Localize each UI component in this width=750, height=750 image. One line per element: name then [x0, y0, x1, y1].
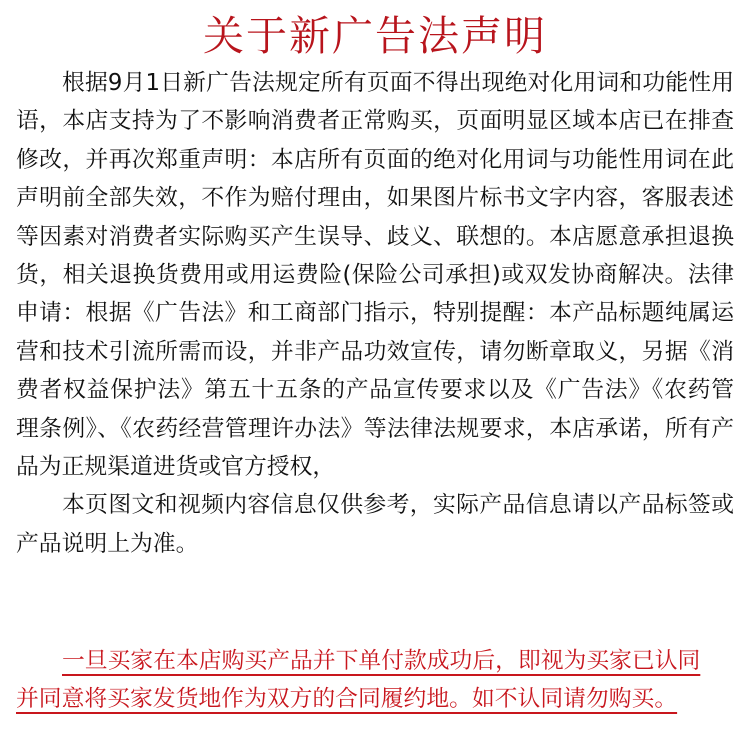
page-title: 关于新广告法声明 — [203, 12, 547, 60]
statement-body — [16, 64, 734, 563]
notice-line-2: 并同意将买家发货地作为双方的合同履约地。如不认同请勿购买。 — [16, 686, 678, 713]
statement-paragraph-main: 根据9月1日新广告法规定所有页面不得出现绝对化用词和功能性用语，本店支持为了不影响消费者正常购买，页面明显区域本店已在排查修改，并再次郑重声明：本店所有页面的绝对化用词与功能性用词在此声明前全部失效，不作为赔付理由，如果图片标书文字内容，客服表述等因素对消费者实际购买产生误导、歧义、联想的。本店愿意承担退换货，相关退换货费用或用运费险(保险公司承担)或双发协商解决。法律申请：根据《广告法》和工商部门指示，特别提醒：本产品标题纯属运营和技术引流所需而设，并非产品功效宣传，请勿断章取义，另据《消费者权益保护法》第五十五条的产品宣传要求以及《广告法》《农药管理条例》、《农药经营管理许办法》等法律法规要求，本店承诺，所有产品为正规渠道进货或官方授权， — [16, 70, 734, 481]
statement-paragraph-reference: 本页图文和视频内容信息仅供参考，实际产品信息请以产品标签或产品说明上为准。 — [16, 492, 734, 557]
notice-line-1: 一旦买家在本店购买产品并下单付款成功后，即视为买家已认同 — [62, 648, 701, 674]
purchase-notice — [16, 642, 734, 719]
